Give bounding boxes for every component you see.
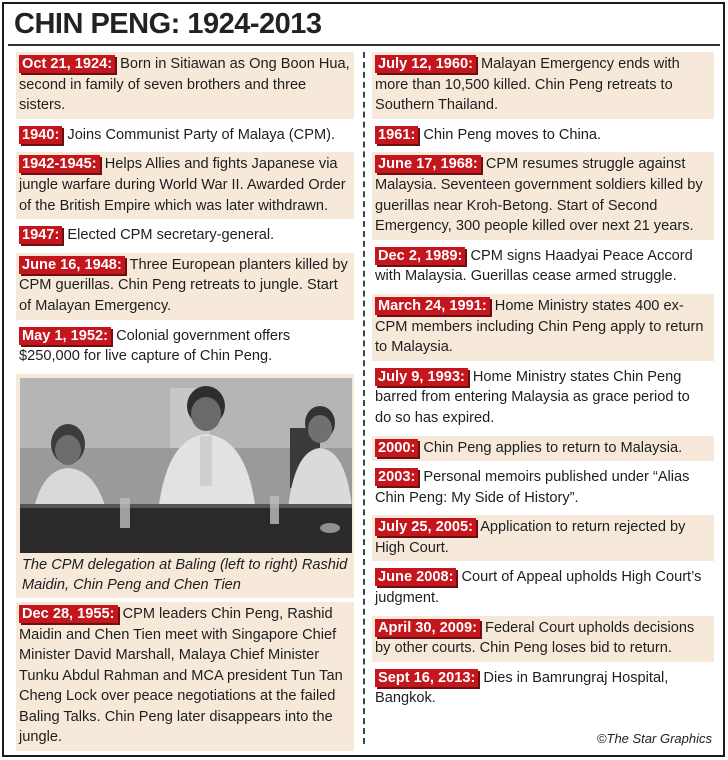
timeline-text: Born in Sitiawan as Ong Boon Hua, second in family of seven brothers and three sisters. — [19, 56, 350, 114]
timeline-text: Elected CPM secretary-general. — [67, 227, 275, 244]
timeline-date: 1961: — [375, 126, 418, 144]
timeline-entry — [372, 465, 714, 511]
timeline-text: CPM leaders Chin Peng, Rashid Maidin and Chen Tien meet with Singapore Chief Minister David Marshall, Malaya Chief Minister Tunku Abdul Rahman and MCA president Tun Tan Cheng Lock over peace negotiations at the failed Baling Talks. Chin Peng later disappears into the jungle. — [19, 605, 343, 746]
timeline-date: April 30, 2009: — [375, 619, 480, 637]
timeline-date: July 25, 2005: — [375, 518, 476, 536]
timeline-text: Home Ministry states 400 ex-CPM members including Chin Peng apply to return to Malaysia. — [375, 297, 704, 356]
timeline-date: 1940: — [19, 126, 62, 144]
timeline-text: Dies in Bamrungraj Hospital, Bangkok. — [375, 669, 669, 707]
timeline-text: Chin Peng moves to China. — [423, 126, 602, 143]
photo-illustration — [20, 378, 352, 553]
timeline-entry — [372, 666, 714, 712]
photo-panel — [16, 374, 354, 598]
timeline-text: Application to return rejected by High Court. — [375, 519, 686, 556]
column-divider — [363, 52, 365, 744]
timeline-date: June 16, 1948: — [19, 256, 125, 274]
baling-delegation-photo — [20, 378, 352, 553]
timeline-date: July 9, 1993: — [375, 368, 468, 386]
timeline-date: June 2008: — [375, 568, 456, 586]
timeline-entry — [16, 324, 354, 370]
timeline-date: Dec 2, 1989: — [375, 247, 465, 265]
timeline-date: Dec 28, 1955: — [19, 605, 118, 623]
timeline-date: Sept 16, 2013: — [375, 669, 478, 687]
timeline-text: Chin Peng applies to return to Malaysia. — [423, 439, 683, 456]
timeline-text: CPM resumes struggle against Malaysia. Seventeen government soldiers killed by guerillas near Kroh-Betong. Start of Second Emergency, 300 people killed over next 21 years. — [375, 156, 703, 235]
timeline-text: Court of Appeal upholds High Court’s judgment. — [375, 569, 702, 607]
page-title: CHIN PENG: 1924-2013 — [14, 8, 322, 40]
timeline-text: CPM signs Haadyai Peace Accord with Malaysia. Guerillas cease armed struggle. — [375, 247, 693, 285]
timeline-text: Joins Communist Party of Malaya (CPM). — [67, 126, 336, 143]
timeline-entry — [372, 244, 714, 290]
timeline-text: Helps Allies and fights Japanese via jungle warfare during World War II. Awarded Order of the British Empire which was later withdrawn. — [19, 156, 346, 214]
timeline-entry — [372, 123, 714, 149]
graphics-credit: ©The Star Graphics — [596, 731, 712, 746]
timeline-entry — [372, 152, 714, 239]
timeline-entry — [372, 436, 714, 462]
timeline-text: Colonial government offers $250,000 for live capture of Chin Peng. — [19, 327, 291, 365]
timeline-text: Personal memoirs published under “Alias Chin Peng: My Side of History”. — [375, 469, 690, 506]
timeline-entry — [16, 52, 354, 119]
timeline-entry — [372, 365, 714, 432]
timeline-entry — [372, 616, 714, 662]
timeline-date: 1947: — [19, 226, 62, 244]
timeline-entry — [16, 253, 354, 320]
timeline-entry — [16, 123, 354, 149]
timeline-text: Three European planters killed by CPM guerillas. Chin Peng retreats to jungle. Start of Malayan Emergency. — [19, 256, 348, 314]
timeline-date: 2003: — [375, 468, 418, 486]
timeline-entry — [372, 294, 714, 361]
right-column — [372, 52, 714, 716]
timeline-date: May 1, 1952: — [19, 327, 111, 345]
timeline-date: Oct 21, 1924: — [19, 55, 115, 73]
timeline-date: June 17, 1968: — [375, 155, 481, 173]
timeline-entry — [16, 152, 354, 219]
timeline-text: Federal Court upholds decisions by other courts. Chin Peng loses bid to return. — [375, 619, 695, 657]
timeline-entry — [372, 515, 714, 561]
timeline-date: March 24, 1991: — [375, 297, 490, 315]
timeline-text: Home Ministry states Chin Peng barred from entering Malaysia as grace period to do so has expired. — [375, 368, 690, 426]
timeline-entry — [372, 52, 714, 119]
timeline-entry — [16, 602, 354, 751]
timeline-entry — [16, 223, 354, 249]
timeline-date: 1942-1945: — [19, 155, 100, 173]
left-column — [16, 52, 354, 755]
timeline-entry — [372, 565, 714, 611]
title-rule — [8, 44, 720, 46]
photo-caption: The CPM delegation at Baling (left to right) Rashid Maidin, Chin Peng and Chen Tien — [22, 556, 348, 594]
timeline-date: July 12, 1960: — [375, 55, 476, 73]
timeline-text: Malayan Emergency ends with more than 10,500 killed. Chin Peng retreats to Southern Thailand. — [375, 56, 680, 114]
timeline-date: 2000: — [375, 439, 418, 457]
